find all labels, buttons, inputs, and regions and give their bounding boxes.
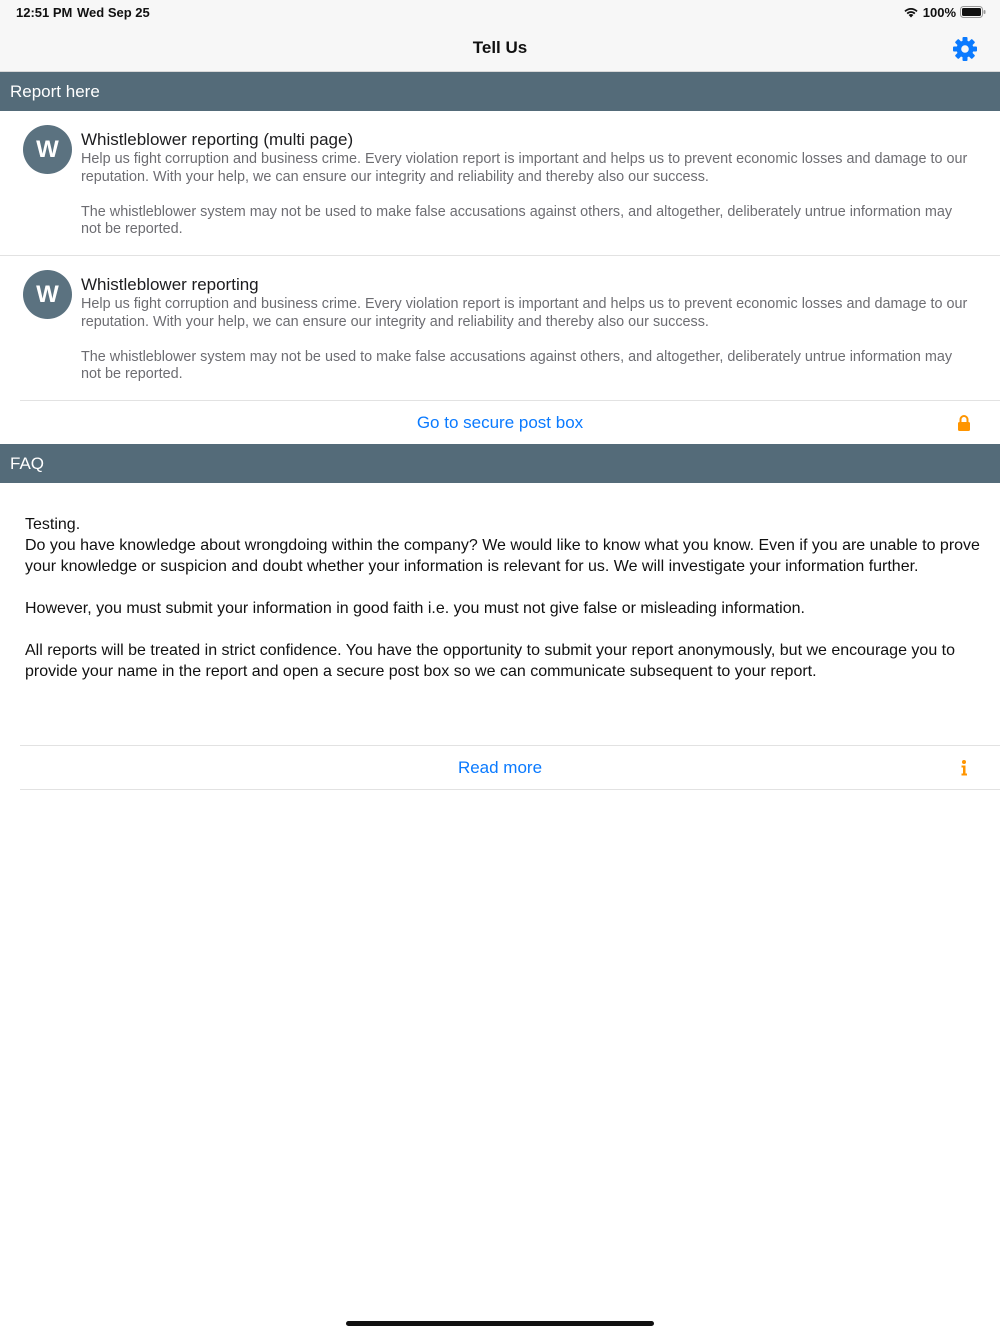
read-more-label: Read more (457, 758, 543, 777)
page-title: Tell Us (472, 38, 528, 57)
report-item-title: Whistleblower reporting (multi page) (81, 130, 354, 149)
faq-text: Do you have knowledge about wrongdoing within the company? We would like to know what you know. Even if you are unable to prove your knowledge or suspicion and doubt whether your information is relevant for us. We will investigate your information further. (25, 537, 980, 575)
faq-section-header: FAQ (0, 444, 1000, 483)
settings-button[interactable] (951, 35, 979, 63)
faq-paragraph: All reports will be treated in strict confidence. You have the opportunity to submit your report anonymously, but we encourage you to provide your name in the report and open a secure post box so we can communicate subsequent to your report. (25, 642, 956, 680)
battery-percent: 100% (922, 4, 956, 20)
gear-icon (952, 36, 978, 62)
description-paragraph: Help us fight corruption and business crime. Every violation report is important and helps us to prevent economic losses and damage to our reputation. With your help, we can ensure our integrity and reliability and thereby also our success. (81, 296, 968, 330)
report-item-description (81, 296, 976, 384)
report-item-multi-page[interactable] (0, 111, 1000, 255)
status-time: 12:51 PM (16, 5, 73, 20)
divider (20, 789, 1000, 790)
description-paragraph: The whistleblower system may not be used to make false accusations against others, and altogether, deliberately untrue information may not be reported. (81, 348, 953, 382)
secure-post-box-link[interactable] (20, 401, 1000, 445)
lock-icon (956, 414, 972, 432)
avatar: W (23, 270, 72, 319)
home-indicator[interactable] (346, 1321, 654, 1326)
wifi-icon (903, 6, 919, 18)
report-section-header: Report here (0, 72, 1000, 111)
status-indicators (903, 4, 986, 20)
read-more-link[interactable] (20, 746, 1000, 790)
battery-icon (960, 6, 986, 18)
faq-paragraph (25, 514, 985, 577)
status-bar (0, 0, 1000, 24)
secure-post-box-label: Go to secure post box (416, 413, 584, 432)
info-icon (956, 759, 972, 777)
avatar: W (23, 125, 72, 174)
faq-intro-line: Testing. (25, 516, 81, 533)
status-date: Wed Sep 25 (77, 5, 150, 20)
description-paragraph: Help us fight corruption and business crime. Every violation report is important and helps us to prevent economic losses and damage to our reputation. With your help, we can ensure our integrity and reliability and thereby also our success. (81, 151, 968, 185)
faq-content (25, 514, 985, 682)
report-item-whistleblower[interactable] (0, 256, 1000, 400)
navigation-bar (0, 24, 1000, 72)
description-paragraph: The whistleblower system may not be used to make false accusations against others, and altogether, deliberately untrue information may not be reported. (81, 203, 953, 237)
report-item-title: Whistleblower reporting (81, 275, 259, 294)
faq-paragraph: However, you must submit your information in good faith i.e. you must not give false or misleading information. (25, 600, 805, 617)
report-item-description (81, 151, 976, 239)
